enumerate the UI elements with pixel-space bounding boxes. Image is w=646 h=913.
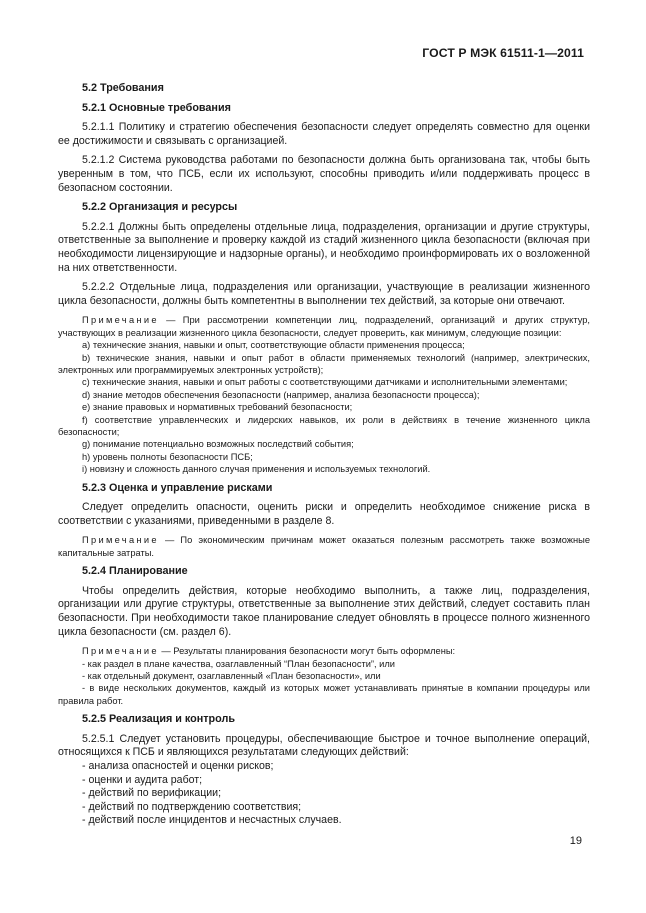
note-list-item: - в виде нескольких документов, каждый из которых может устанавливать принятые в компании процедуры или правила работ.	[58, 683, 590, 706]
note-label: Примечание	[82, 315, 159, 326]
note-label: Примечание	[82, 535, 159, 546]
list-item: - действий после инцидентов и несчастных случаев.	[82, 814, 342, 827]
paragraph-5-2-1-2: 5.2.1.2 Система руководства работами по безопасности должна быть организована так, чтобы быть уверенным в том, что ПСБ, если их используют, способны приводить и/или поддерживать процесс в безопасном состоянии.	[58, 154, 590, 194]
note-list-item: c) технические знания, навыки и опыт работы с соответствующими датчиками и исполнительными элементами;	[82, 377, 568, 388]
note-list-item: b) технические знания, навыки и опыт работ в области применяемых технологий (например, электрических, электронных или программируемых электронных устройств);	[58, 352, 590, 375]
note-economic	[58, 534, 590, 559]
paragraph-5-2-4: Чтобы определить действия, которые необходимо выполнить, а также лиц, подразделения, организации или другие структуры, ответственные за выполнение этих действий, следует составить план безопасности. При необходимости такое планирование следует обновлять в процессе полного жизненного цикла безопасности (см. раздел 6).	[58, 584, 590, 638]
note-intro	[58, 534, 590, 559]
heading-5-2-2: 5.2.2 Организация и ресурсы	[82, 201, 238, 214]
note-list-item: i) новизну и сложность данного случая применения и используемых технологий.	[82, 464, 431, 475]
note-label: Примечание	[82, 646, 159, 657]
note-text: — При рассмотрении компетенции лиц, подразделений, организаций и других структур, участвующих в реализации жизненного цикла безопасности, следует проверить, как минимум, следующие позиции:	[58, 315, 590, 338]
page-number: 19	[569, 835, 582, 847]
heading-5-2-4: 5.2.4 Планирование	[82, 565, 188, 578]
document-body	[58, 82, 590, 834]
note-intro	[58, 314, 590, 339]
note-list-item: d) знание методов обеспечения безопасности (например, анализа безопасности процесса);	[82, 389, 480, 400]
note-list-item: a) технические знания, навыки и опыт, соответствующие области применения процесса;	[82, 340, 465, 351]
note-list-item: e) знание правовых и нормативных требований безопасности;	[82, 402, 353, 413]
heading-5-2-5: 5.2.5 Реализация и контроль	[82, 713, 235, 726]
note-text: — По экономическим причинам может оказаться полезным рассмотреть также возможные капитальные затраты.	[58, 535, 590, 558]
heading-5-2-3: 5.2.3 Оценка и управление рисками	[82, 481, 273, 494]
note-list-item: f) соответствие управленческих и лидерских навыков, их роли в действиях в течение жизненного цикла безопасности;	[58, 414, 590, 437]
heading-5-2-1: 5.2.1 Основные требования	[82, 101, 231, 114]
paragraph-5-2-2-2: 5.2.2.2 Отдельные лица, подразделения или организации, участвующие в реализации жизненного цикла безопасности, должны быть компетентны в выполнении тех действий, за которые они отвечают.	[58, 281, 590, 307]
paragraph-5-2-3: Следует определить опасности, оценить риски и определить необходимое снижение риска в соответствии с указаниями, приведенными в разделе 8.	[58, 501, 590, 527]
note-planning	[58, 645, 590, 707]
note-competence	[58, 314, 590, 475]
note-list-item: h) уровень полноты безопасности ПСБ;	[82, 451, 253, 462]
list-item: - действий по подтверждению соответствия;	[82, 800, 302, 813]
list-item: - оценки и аудита работ;	[82, 773, 203, 786]
note-list-item: g) понимание потенциально возможных последствий события;	[82, 439, 354, 450]
list-item: - действий по верификации;	[82, 787, 222, 800]
note-list-item: - как раздел в плане качества, озаглавленный “План безопасности”, или	[82, 658, 395, 669]
paragraph-5-2-2-1: 5.2.2.1 Должны быть определены отдельные лица, подразделения, организации и другие структуры, ответственные за выполнение и проверку каждой из стадий жизненного цикла безопасности (включая при необходимости лицензирующие и надзорные органы), и необходимо проинформировать их о возложенной на них ответственности.	[58, 220, 590, 274]
list-item: - анализа опасностей и оценки рисков;	[82, 759, 274, 772]
note-text: — Результаты планирования безопасности могут быть оформлены:	[158, 646, 456, 657]
procedure-list	[58, 760, 590, 828]
document-header: ГОСТ Р МЭК 61511-1—2011	[422, 46, 584, 60]
note-list-item: - как отдельный документ, озаглавленный «План безопасности», или	[82, 670, 381, 681]
paragraph-5-2-5-1: 5.2.5.1 Следует установить процедуры, обеспечивающие быстрое и точное выполнение операций, относящихся к ПСБ и являющихся результатами следующих действий:	[58, 732, 590, 759]
heading-5-2: 5.2 Требования	[82, 82, 164, 94]
paragraph-5-2-1-1: 5.2.1.1 Политику и стратегию обеспечения безопасности следует определять совместно для оценки ее достижимости и связывать с организацией.	[58, 121, 590, 147]
note-intro	[58, 645, 590, 657]
